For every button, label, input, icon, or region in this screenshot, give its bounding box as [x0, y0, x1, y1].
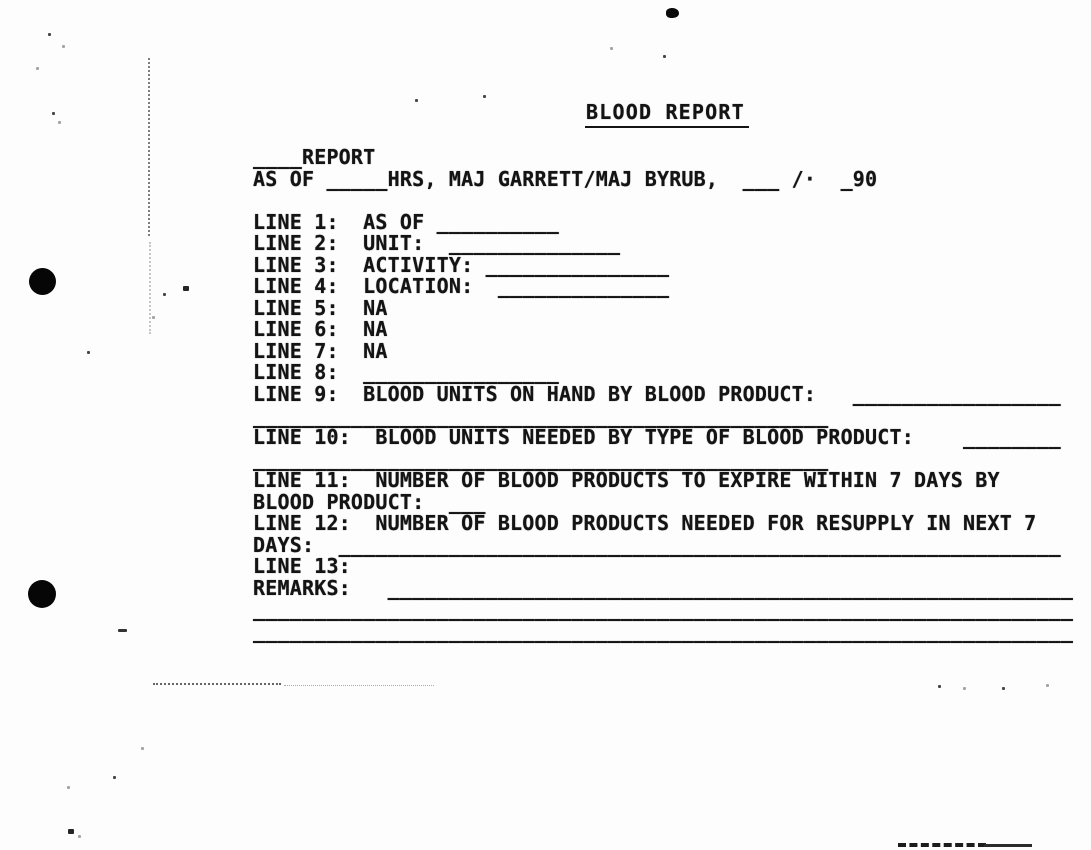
scan-speck	[963, 687, 966, 690]
hole-punch-mark-top	[29, 268, 56, 295]
scan-speck	[163, 293, 166, 296]
scan-speck	[87, 351, 90, 354]
scan-speck	[67, 786, 70, 789]
scan-speck	[62, 45, 65, 48]
scan-speck	[183, 286, 189, 291]
line-10-units-needed: LINE 10: BLOOD UNITS NEEDED BY TYPE OF BLOOD PRODUCT: ________	[253, 425, 1061, 450]
scan-speck	[118, 629, 127, 632]
scan-speck	[1046, 684, 1049, 687]
line-9-units-on-hand: LINE 9: BLOOD UNITS ON HAND BY BLOOD PRODUCT: _________________	[253, 382, 1061, 407]
scan-speck	[48, 33, 51, 36]
line-12-resupply: LINE 12: NUMBER OF BLOOD PRODUCTS NEEDED FOR RESUPPLY IN NEXT 7	[253, 511, 1037, 536]
scan-rule-bottom-right	[984, 844, 1032, 847]
scan-speck	[1002, 687, 1005, 690]
line-4-location: LINE 4: LOCATION: ______________	[253, 274, 670, 299]
scan-speck	[483, 95, 486, 98]
continuation-rule: _______________________________________________	[253, 446, 829, 471]
scan-speck	[415, 99, 418, 102]
as-of-header-line: AS OF _____HRS, MAJ GARRETT/MAJ BYRUB, ___ /· _90	[253, 166, 878, 191]
scan-line-bottom-left	[153, 683, 281, 685]
line-2-unit: LINE 2: UNIT: ______________	[253, 231, 621, 256]
scan-speck	[36, 67, 39, 70]
remarks-label-blank: REMARKS: ________________________________________________________	[253, 575, 1074, 600]
line-13: LINE 13:	[253, 554, 351, 579]
line-11-expire: LINE 11: NUMBER OF BLOOD PRODUCTS TO EXPIRE WITHIN 7 DAYS BY	[253, 468, 1000, 493]
ink-blob-top	[666, 8, 679, 18]
line-3-activity: LINE 3: ACTIVITY: _______________	[253, 252, 670, 277]
scan-speck	[52, 112, 55, 115]
remarks-rule: ___________________________________________________________________	[253, 619, 1074, 644]
scan-speck	[663, 55, 666, 58]
line-11-continuation: BLOOD PRODUCT: ___	[253, 489, 486, 514]
line-8-blank: LINE 8: ________________	[253, 360, 560, 385]
line-6-na: LINE 6: NA	[253, 317, 388, 342]
document-title: BLOOD REPORT	[585, 100, 749, 128]
line-7-na: LINE 7: NA	[253, 338, 388, 363]
scan-speck	[58, 121, 61, 124]
remarks-rule: ___________________________________________________________________	[253, 597, 1074, 622]
scan-speck	[152, 316, 155, 319]
scan-dashes-bottom-right	[898, 843, 986, 847]
blank-line	[253, 190, 1073, 212]
scan-speck	[610, 47, 613, 50]
scan-speck	[78, 835, 81, 838]
continuation-rule: _______________________________________________	[253, 403, 829, 428]
hole-punch-mark-bottom	[28, 580, 56, 608]
report-header-line: ____REPORT	[253, 145, 376, 169]
scan-line-vertical-faint	[149, 242, 151, 334]
document-body	[253, 147, 1073, 643]
scan-speck	[68, 829, 74, 834]
scan-line-bottom-left-faint	[284, 685, 434, 686]
scan-line-vertical	[148, 58, 150, 236]
scan-speck	[113, 776, 116, 779]
line-1-as-of: LINE 1: AS OF __________	[253, 209, 560, 234]
line-12-days-blank: DAYS: ___________________________________________________________	[253, 532, 1061, 557]
scan-speck	[938, 685, 941, 688]
line-5-na: LINE 5: NA	[253, 295, 388, 320]
scan-speck	[141, 747, 144, 750]
